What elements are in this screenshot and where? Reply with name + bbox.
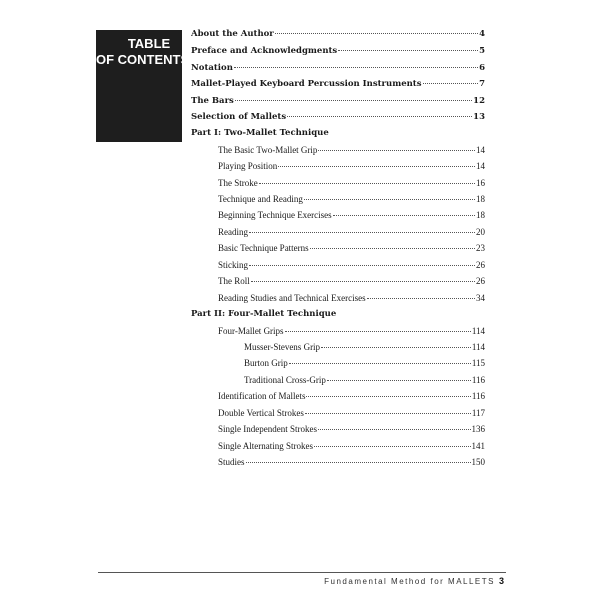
dot-leader xyxy=(327,380,471,381)
dot-leader xyxy=(278,166,475,167)
entry-page: 18 xyxy=(476,194,485,204)
toc-entry[interactable] xyxy=(218,391,485,402)
entry-page: 115 xyxy=(471,358,485,368)
dot-leader xyxy=(234,67,478,68)
toc-entry-about-author[interactable] xyxy=(191,29,485,40)
footer-book-title: Fundamental Method for MALLETS xyxy=(324,577,495,586)
entry-title: Studies xyxy=(218,457,245,467)
dot-leader xyxy=(423,83,479,84)
dot-leader xyxy=(287,116,472,117)
dot-leader xyxy=(318,429,471,430)
dot-leader xyxy=(314,446,471,447)
entry-title: Burton Grip xyxy=(244,358,288,368)
entry-page: 5 xyxy=(479,46,485,56)
dot-leader xyxy=(249,232,475,233)
toc-entry[interactable] xyxy=(218,178,485,189)
dot-leader xyxy=(304,199,475,200)
entry-page: 116 xyxy=(471,391,485,401)
toc-entry[interactable] xyxy=(218,457,485,468)
entry-title: Mallet-Played Keyboard Percussion Instruments xyxy=(191,79,422,89)
entry-page: 12 xyxy=(473,96,485,106)
dot-leader xyxy=(249,265,475,266)
dot-leader xyxy=(367,298,475,299)
entry-title: Reading xyxy=(218,227,248,237)
toc-entry[interactable] xyxy=(218,194,485,205)
entry-page: 150 xyxy=(471,457,485,467)
entry-title: Four-Mallet Grips xyxy=(218,326,284,336)
entry-page: 117 xyxy=(471,408,485,418)
toc-entry[interactable] xyxy=(218,276,485,287)
entry-page: 114 xyxy=(471,326,485,336)
entry-page: 14 xyxy=(476,161,485,171)
dot-leader xyxy=(321,347,471,348)
dot-leader xyxy=(333,215,475,216)
toc-entry[interactable] xyxy=(218,161,485,172)
entry-title: Notation xyxy=(191,63,233,73)
entry-title: Single Independent Strokes xyxy=(218,424,317,434)
dot-leader xyxy=(338,50,478,51)
entry-title: Preface and Acknowledgments xyxy=(191,46,338,56)
toc-subentry[interactable] xyxy=(244,375,485,386)
toc-entry-notation[interactable] xyxy=(191,63,485,74)
entry-page: 7 xyxy=(479,79,485,89)
toc-entry-preface[interactable] xyxy=(191,46,485,57)
toc-subentry[interactable] xyxy=(244,342,485,353)
part-1-heading: Part I: Two-Mallet Technique xyxy=(191,128,329,138)
entry-title: Single Alternating Strokes xyxy=(218,441,313,451)
dot-leader xyxy=(251,281,475,282)
entry-page: 20 xyxy=(476,227,485,237)
entry-page: 6 xyxy=(479,63,485,73)
entry-title: The Stroke xyxy=(218,178,258,188)
entry-title: About the Author xyxy=(191,29,274,39)
dot-leader xyxy=(235,100,472,101)
entry-title: Double Vertical Strokes xyxy=(218,408,304,418)
entry-page: 136 xyxy=(471,424,485,434)
entry-page: 34 xyxy=(476,293,485,303)
page-number: 3 xyxy=(498,576,504,586)
entry-page: 4 xyxy=(479,29,485,39)
entry-page: 13 xyxy=(473,112,485,122)
entry-title: Selection of Mallets xyxy=(191,112,287,122)
entry-page: 23 xyxy=(476,243,485,253)
heading-line-1: TABLE xyxy=(127,36,171,51)
toc-entry[interactable] xyxy=(218,227,485,238)
dot-leader xyxy=(289,363,471,364)
entry-title: The Basic Two-Mallet Grip xyxy=(218,145,318,155)
dot-leader xyxy=(318,150,475,151)
dot-leader xyxy=(310,248,475,249)
entry-title: Playing Position xyxy=(218,161,278,171)
entry-title: Basic Technique Patterns xyxy=(218,243,309,253)
entry-title: Musser-Stevens Grip xyxy=(244,342,321,352)
entry-page: 16 xyxy=(476,178,485,188)
toc-entry[interactable] xyxy=(218,293,485,304)
dot-leader xyxy=(246,462,471,463)
toc-entry[interactable] xyxy=(218,408,485,419)
part-2-heading: Part II: Four-Mallet Technique xyxy=(191,309,337,319)
entry-title: Traditional Cross-Grip xyxy=(244,375,326,385)
toc-subentry[interactable] xyxy=(244,358,485,369)
toc-entry-bars[interactable] xyxy=(191,96,485,107)
entry-title: Technique and Reading xyxy=(218,194,303,204)
entry-title: Reading Studies and Technical Exercises xyxy=(218,293,366,303)
dot-leader xyxy=(305,413,471,414)
entry-page: 26 xyxy=(476,260,485,270)
footer-rule xyxy=(98,572,506,573)
entry-title: Sticking xyxy=(218,260,249,270)
toc-entry[interactable] xyxy=(218,424,485,435)
entry-title: The Bars xyxy=(191,96,234,106)
toc-entry[interactable] xyxy=(218,441,485,452)
dot-leader xyxy=(275,33,478,34)
toc-entry[interactable] xyxy=(218,145,485,156)
toc-entry[interactable] xyxy=(218,326,485,337)
entry-title: Beginning Technique Exercises xyxy=(218,210,332,220)
entry-page: 18 xyxy=(476,210,485,220)
toc-entry[interactable] xyxy=(218,260,485,271)
entry-page: 114 xyxy=(471,342,485,352)
entry-title: Identification of Mallets xyxy=(218,391,306,401)
toc-entry-instruments[interactable] xyxy=(191,79,485,90)
entry-page: 116 xyxy=(471,375,485,385)
dot-leader xyxy=(285,331,471,332)
toc-entry[interactable] xyxy=(218,243,485,254)
entry-title: The Roll xyxy=(218,276,250,286)
page-footer xyxy=(324,576,504,586)
entry-page: 14 xyxy=(476,145,485,155)
dot-leader xyxy=(306,396,470,397)
entry-page: 26 xyxy=(476,276,485,286)
dot-leader xyxy=(259,183,475,184)
toc-entry-selection-mallets[interactable] xyxy=(191,112,485,123)
entry-page: 141 xyxy=(471,441,485,451)
heading-line-2: OF CONTENTS xyxy=(96,52,190,67)
toc-entry[interactable] xyxy=(218,210,485,221)
